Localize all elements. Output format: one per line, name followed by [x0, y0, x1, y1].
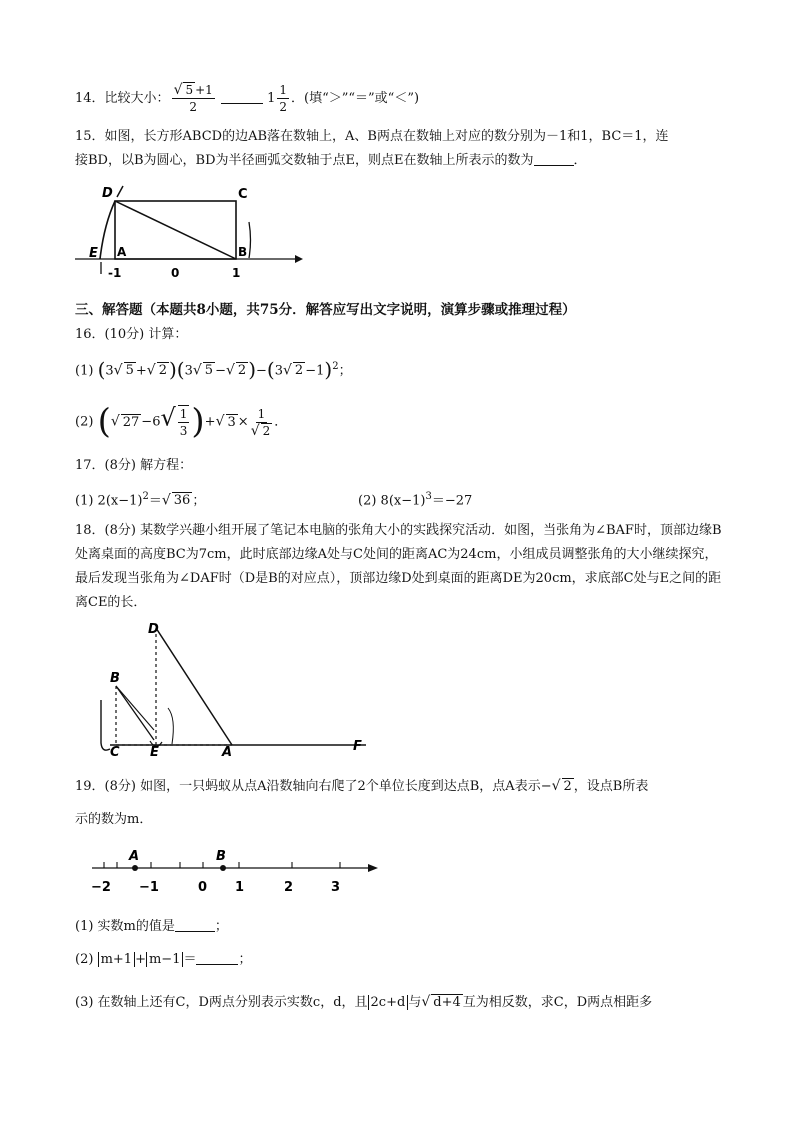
q15-diagonal-bd — [115, 201, 236, 259]
q19-tick-1: 1 — [235, 880, 245, 895]
q18-label-b: B — [110, 671, 120, 686]
q17-head: 17．(8分) 解方程： — [75, 458, 193, 473]
q18-figure — [98, 618, 398, 758]
q14-answer-blank[interactable] — [221, 89, 263, 104]
q18-label-e: E — [150, 745, 159, 758]
q16-part2: (2) (√ 27 −6√ $\frac{1}{3}$ )+√ 3 × $\frac{1}{√ 2}$ ． — [75, 401, 288, 442]
q15-arc-right — [249, 222, 251, 258]
q14-radicand: 5 — [185, 83, 194, 97]
q19-part1: (1) 实数m的值是 ； — [75, 919, 228, 934]
q14-tail: ．(填“＞”“＝”或“＜”) — [291, 91, 420, 106]
q18-label-a: A — [222, 745, 233, 758]
q15-tick-0: 0 — [171, 266, 180, 280]
q19-figure — [88, 838, 388, 902]
q19-label-b: B — [216, 849, 226, 864]
q15-arc-tick — [117, 186, 123, 197]
q14-mixed-whole: 1 — [267, 91, 276, 106]
q19-line1: 19．(8分) 如图，一只蚂蚁从点A沿数轴向右爬了2个单位长度到达点B，点A表示−√ 2 ，设点B所表 — [75, 778, 649, 794]
question-14 — [75, 82, 419, 115]
q15-tick-1: 1 — [232, 266, 241, 280]
q19-part2: (2) m+1 + m−1 ＝ ； — [75, 952, 252, 967]
q18-laptop-edge — [101, 700, 110, 750]
q15-arc — [100, 201, 115, 259]
q18-label-f: F — [353, 739, 362, 754]
q15-line2-text: 接BD，以B为圆心，BD为半径画弧交数轴于点E，则点E在数轴上所表示的数为 — [75, 153, 534, 168]
q15-label-d: D — [102, 186, 113, 201]
q14-lead: 比较大小： — [104, 91, 170, 106]
q14-num-rest: +1 — [195, 83, 213, 97]
q15-axis-arrow — [295, 255, 303, 263]
q15-label-a: A — [117, 245, 127, 259]
q19-p2-blank[interactable] — [196, 950, 238, 965]
q17-part2: (2) $8(x-1)^3=-27$ — [358, 491, 473, 509]
q18-arc-line — [168, 708, 173, 744]
q15-answer-blank[interactable] — [534, 151, 574, 166]
q19-tick-0: 0 — [198, 880, 208, 895]
q14-mixed-frac: $\frac{1}{2}$ — [279, 83, 288, 114]
q19-point-b — [220, 865, 226, 871]
q14-number: 14． — [75, 91, 105, 106]
q19-tick-2: 2 — [284, 880, 294, 895]
q19-p1-blank[interactable] — [175, 917, 215, 932]
q15-line1: 15．如图，长方形ABCD的边AB落在数轴上，A、B两点在数轴上对应的数分别为－1和1，BC＝1，连 — [75, 129, 669, 144]
q14-den: 2 — [189, 100, 198, 114]
q15-line2-end: ． — [573, 153, 587, 168]
q18-ba-line2 — [116, 686, 154, 730]
q19-axis-arrow — [368, 864, 378, 872]
q19-line2: 示的数为m． — [75, 812, 153, 827]
q19-tick-m1: −1 — [139, 880, 159, 895]
q15-figure — [70, 180, 310, 280]
q14-fraction: $\frac{√ 5 +1}{2}$ — [173, 82, 213, 114]
q17-part1: (1) $2(x-1)^2=√$ 36 ； — [75, 491, 206, 509]
q18-da-line — [156, 628, 232, 745]
q19-tick-m2: −2 — [91, 880, 111, 895]
q19-label-a: A — [129, 849, 140, 864]
q15-label-b: B — [238, 245, 248, 259]
q16-part1: (1) (3√ 5 +√ 2 )(3√ 5 −√ 2 )−(3√ 2 −1)$^2$； — [75, 357, 352, 382]
q15-label-c: C — [238, 187, 248, 202]
q16-head: 16．(10分) 计算： — [75, 327, 188, 342]
q15-label-e: E — [89, 246, 98, 261]
q15-line2 — [75, 151, 587, 171]
q19-point-a — [132, 865, 138, 871]
q18-label-c: C — [110, 745, 120, 758]
q18-label-d: D — [148, 622, 159, 637]
q19-tick-3: 3 — [331, 880, 341, 895]
section-3-title: 三、解答题（本题共8小题，共75分．解答应写出文字说明，演算步骤或推理过程） — [75, 302, 576, 318]
q18-text: 18．(8分) 某数学兴趣小组开展了笔记本电脑的张角大小的实践探究活动．如图，当张角为∠BAF时，顶部边缘B处离桌面的高度BC为7cm，此时底部边缘A处与C处间的距离AC为24cm，小组成员调整张角的大小继续探究，最后发现当张角为∠DAF时（D是B的对应点），顶部边缘D处到桌面的距离DE为20cm，求底部C处与E之间的距离CE的长． — [75, 523, 722, 610]
q19-part3: (3) 在数轴上还有C，D两点分别表示实数c，d，且 2c+d 与√ d+4 互为相反数，求C，D两点相距多 — [75, 994, 653, 1010]
q15-tick-minus1: -1 — [108, 266, 122, 280]
q18-ba-line — [116, 686, 154, 740]
